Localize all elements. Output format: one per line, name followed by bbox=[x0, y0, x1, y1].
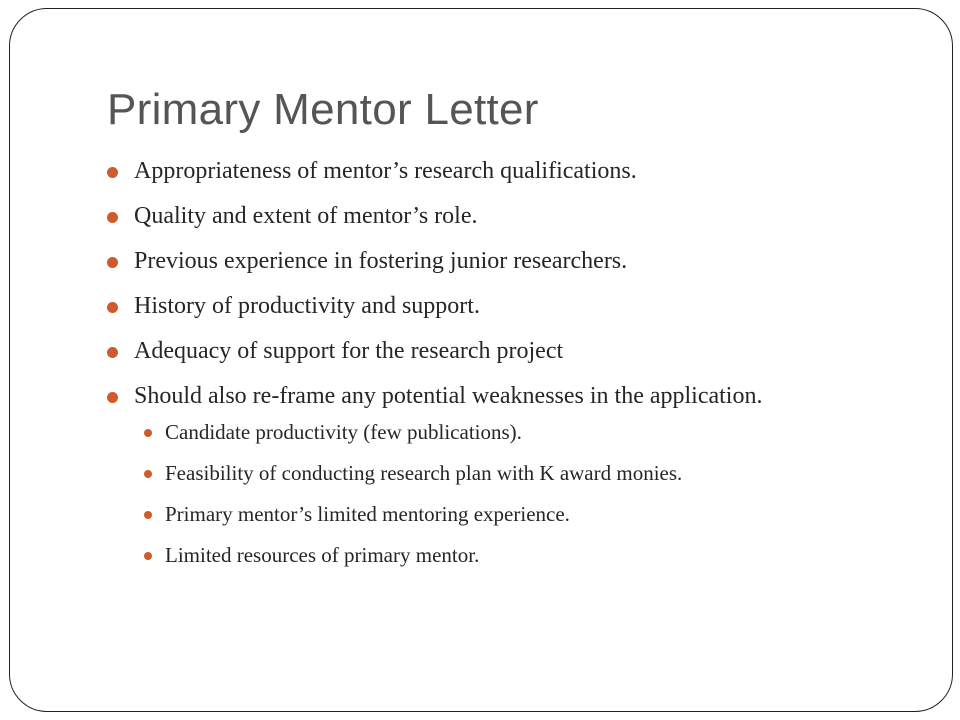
bullet-text: Quality and extent of mentor’s role. bbox=[134, 203, 478, 229]
sub-bullet-item bbox=[0, 419, 960, 446]
bullet-dot-icon bbox=[107, 167, 118, 178]
bullet-item bbox=[0, 156, 824, 186]
sub-bullet-dot-icon bbox=[144, 552, 152, 560]
bullet-text: Appropriateness of mentor’s research qualifications. bbox=[134, 158, 637, 184]
bullet-item bbox=[0, 381, 824, 411]
bullet-dot-icon bbox=[107, 302, 118, 313]
slide-title: Primary Mentor Letter bbox=[107, 85, 539, 134]
bullet-dot-icon bbox=[107, 347, 118, 358]
sub-bullet-text: Feasibility of conducting research plan with K award monies. bbox=[165, 461, 683, 485]
bullet-list bbox=[0, 156, 960, 583]
bullet-dot-icon bbox=[107, 212, 118, 223]
bullet-text: Should also re-frame any potential weaknesses in the application. bbox=[134, 383, 763, 409]
bullet-item bbox=[0, 246, 824, 276]
bullet-text: History of productivity and support. bbox=[134, 293, 480, 319]
sub-bullet-text: Primary mentor’s limited mentoring experience. bbox=[165, 502, 570, 526]
bullet-dot-icon bbox=[107, 257, 118, 268]
sub-bullet-item bbox=[0, 460, 960, 487]
sub-bullet-dot-icon bbox=[144, 470, 152, 478]
bullet-text: Adequacy of support for the research project bbox=[134, 338, 564, 364]
sub-bullet-dot-icon bbox=[144, 511, 152, 519]
bullet-dot-icon bbox=[107, 392, 118, 403]
sub-bullet-item bbox=[0, 542, 960, 569]
bullet-text: Previous experience in fostering junior researchers. bbox=[134, 248, 628, 274]
sub-bullet-item bbox=[0, 501, 960, 528]
sub-bullet-text: Limited resources of primary mentor. bbox=[165, 543, 480, 567]
bullet-item bbox=[0, 291, 824, 321]
bullet-item bbox=[0, 201, 824, 231]
sub-bullet-dot-icon bbox=[144, 429, 152, 437]
bullet-item bbox=[0, 336, 824, 366]
sub-bullet-text: Candidate productivity (few publications). bbox=[165, 420, 522, 444]
